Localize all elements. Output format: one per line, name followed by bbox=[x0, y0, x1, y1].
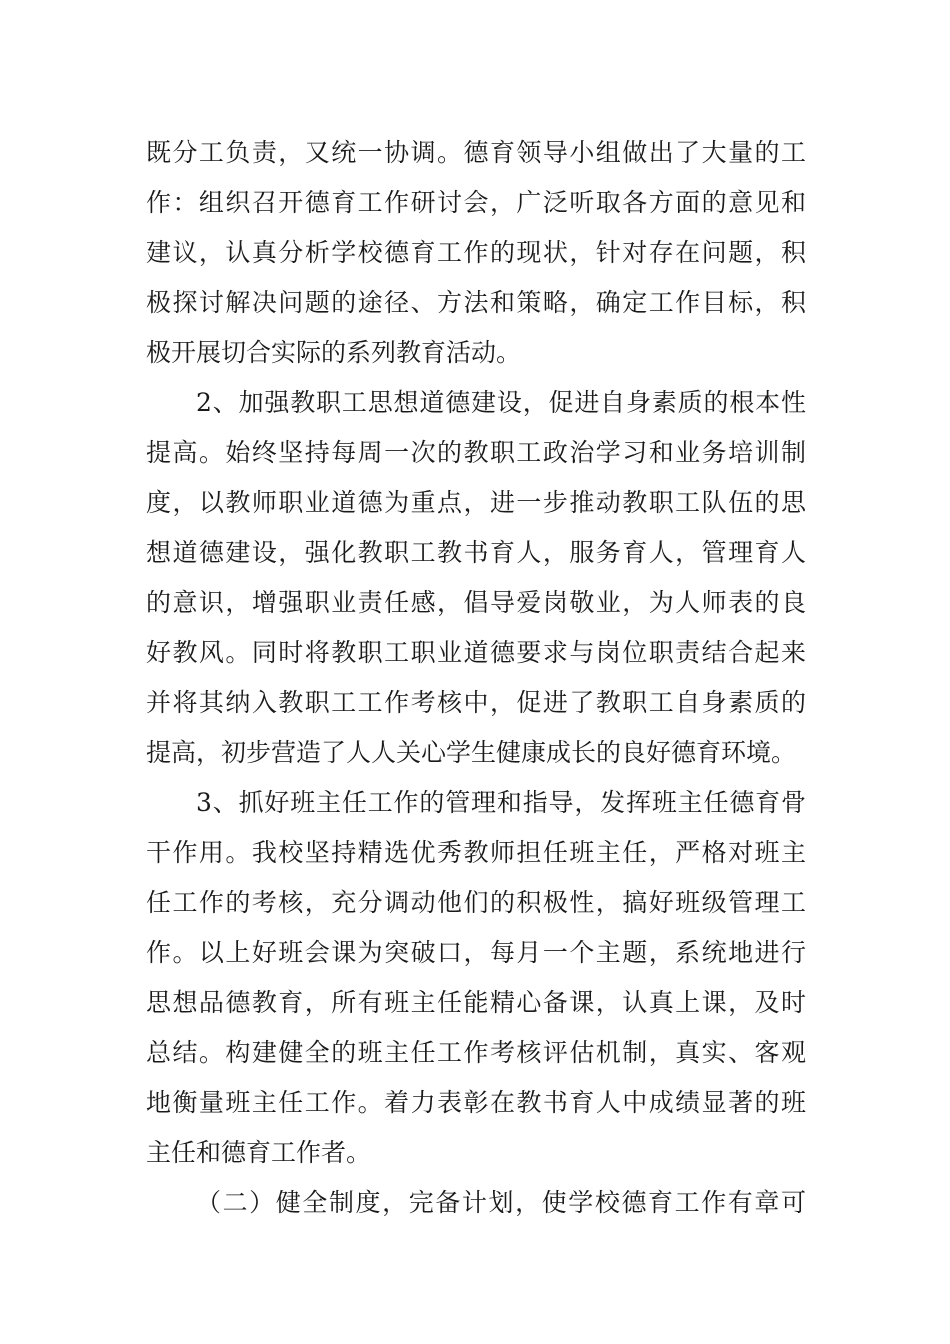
text-line: 度，以教师职业道德为重点，进一步推动教职工队伍的思 bbox=[146, 488, 806, 517]
text-line: 总结。构建健全的班主任工作考核评估机制，真实、客观 bbox=[146, 1038, 806, 1067]
text-line: 好教风。同时将教职工职业道德要求与岗位职责结合起来 bbox=[146, 638, 806, 667]
text-line: 干作用。我校坚持精选优秀教师担任班主任，严格对班主 bbox=[146, 838, 806, 867]
paragraph-heading-2: 2、加强教职工思想道德建设，促进自身素质的根本性 bbox=[196, 388, 806, 417]
text-line: 建议，认真分析学校德育工作的现状，针对存在问题，积 bbox=[146, 238, 806, 267]
text-line: 思想品德教育，所有班主任能精心备课，认真上课，及时 bbox=[146, 988, 806, 1017]
text-line: 想道德建设，强化教职工教书育人，服务育人，管理育人 bbox=[146, 538, 806, 567]
text-line: 作。以上好班会课为突破口，每月一个主题，系统地进行 bbox=[146, 938, 806, 967]
text-line: 主任和德育工作者。 bbox=[146, 1138, 372, 1167]
text-line: 的意识，增强职业责任感，倡导爱岗敬业，为人师表的良 bbox=[146, 588, 806, 617]
text-line: 地衡量班主任工作。着力表彰在教书育人中成绩显著的班 bbox=[146, 1088, 806, 1117]
section-heading: （二）健全制度，完备计划，使学校德育工作有章可 bbox=[196, 1188, 806, 1217]
text-line: 极开展切合实际的系列教育活动。 bbox=[146, 338, 522, 367]
paragraph-heading-3: 3、抓好班主任工作的管理和指导，发挥班主任德育骨 bbox=[196, 788, 806, 817]
text-line: 提高。始终坚持每周一次的教职工政治学习和业务培训制 bbox=[146, 438, 806, 467]
text-line: 任工作的考核，充分调动他们的积极性，搞好班级管理工 bbox=[146, 888, 806, 917]
text-line: 既分工负责，又统一协调。德育领导小组做出了大量的工 bbox=[146, 138, 806, 167]
text-line: 并将其纳入教职工工作考核中，促进了教职工自身素质的 bbox=[146, 688, 806, 717]
text-line: 提高，初步营造了人人关心学生健康成长的良好德育环境。 bbox=[146, 738, 797, 767]
text-line: 作：组织召开德育工作研讨会，广泛听取各方面的意见和 bbox=[146, 188, 806, 217]
text-line: 极探讨解决问题的途径、方法和策略，确定工作目标，积 bbox=[146, 288, 806, 317]
